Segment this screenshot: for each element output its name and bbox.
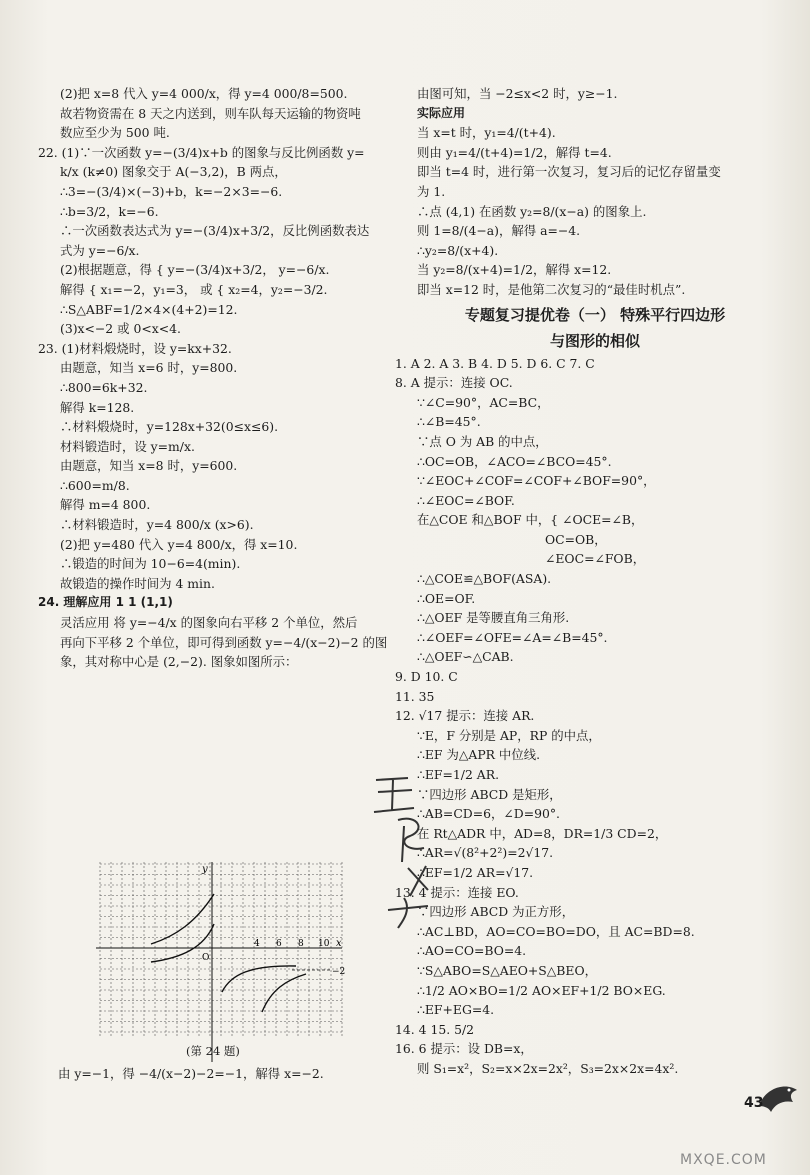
section-title: 专题复习提优卷（一） 特殊平行四边形 [464,305,726,324]
text-line: ∴AO=CO=BO=4. [417,943,527,959]
text-line: 16. 6 提示：设 DB=x， [395,1041,533,1057]
text-line: 象，其对称中心是 (2,−2). 图象如图所示： [60,654,298,670]
origin-label: O [202,953,210,963]
text-line: ∵点 O 为 AB 的中点， [417,433,548,449]
text-line: 故若物资需在 8 天之内送到，则车队每天运输的物资吨 [60,105,361,121]
text-line: 由图可知，当 −2≤x<2 时，y≥−1. [417,86,618,101]
text-line: ∵∠EOC+∠COF=∠COF+∠BOF=90°， [417,473,656,489]
text-line: 23. (1)材料煅烧时，设 y=kx+32. [38,340,232,356]
watermark-text: MXQE.COM [680,1152,767,1168]
text-line: k/x (k≠0) 图象交于 A(−3,2)，B 两点， [60,164,287,180]
text-line: ∴OC=OB，∠ACO=∠BCO=45°. [417,453,612,469]
text-line: 22. (1)∵一次函数 y=−(3/4)x+b 的图象与反比例函数 y= [38,144,365,160]
text-line: ∴1/2 AO×BO=1/2 AO×EF+1/2 BO×EG. [417,982,666,998]
text-line: ∴EF=1/2 AR. [417,767,500,782]
x-label: x [336,938,342,949]
text-line: ∴b=3/2，k=−6. [60,203,159,219]
text-line: 再向下平移 2 个单位，即可得到函数 y=−4/(x−2)−2 的图 [60,634,388,650]
tick-minus-2: −2 [332,967,346,977]
text-line: (3)x<−2 或 0<x<4. [60,321,181,337]
tick-4: 4 [254,939,260,949]
text-line: 即当 x=12 时，是他第二次复习的“最佳时机点”. [417,281,686,297]
text-line: ∴∠EOC=∠BOF. [417,492,515,508]
text-line: ∴800=6k+32. [60,379,148,395]
text-line: (2)把 x=8 代入 y=4 000/x，得 y=4 000/8=500. [60,86,348,101]
text-line: 材料锻造时，设 y=m/x. [60,438,195,454]
text-line: ∴S△ABF=1/2×4×(4+2)=12. [60,301,238,317]
text-line: 8. A 提示：连接 OC. [395,375,513,391]
text-line: 式为 y=−6/x. [60,242,140,258]
text-line: ∴∠B=45°. [417,414,481,430]
text-line: 11. 35 [395,688,435,704]
text-line: ∵S△ABO=S△AEO+S△BEO， [417,962,597,978]
text-line: ∴锻造的时间为 10−6=4(min). [60,556,241,572]
text-line: ∴AR=√(8²+2²)=2√17. [417,845,554,861]
grid [100,862,342,1038]
text-line: 解得 k=128. [60,399,135,415]
text-line: ∴材料煅烧时，y=128x+32(0≤x≤6). [60,419,279,435]
text-line: ∴EF 为△APR 中位线. [417,747,541,763]
text-line: ∴点 (4,1) 在函数 y₂=8/(x−a) 的图象上. [417,203,647,219]
text-line: 实际应用 [417,105,466,120]
figure-caption: (第 24 题) [186,1044,240,1058]
page-number: 43 [744,1095,764,1111]
text-line: ∴AC⊥BD，AO=CO=BO=DO，且 AC=BD=8. [417,923,695,939]
text-line: ∵E，F 分别是 AP，RP 的中点， [417,727,601,743]
text-line: 则 1=8/(4−a)，解得 a=−4. [417,223,581,239]
text-line: ∴∠OEF=∠OFE=∠A=∠B=45°. [417,629,608,645]
text-line: ∴EF=1/2 AR=√17. [417,864,534,880]
text-line: ∵∠C=90°，AC=BC， [417,394,550,410]
text-line: 13. 4 提示：连接 EO. [395,884,519,900]
text-line: ∴600=m/8. [60,477,130,493]
y-label: y [202,864,208,875]
text-line: 解得 { x₁=−2，y₁=3， 或 { x₂=4，y₂=−3/2. [60,281,328,297]
text-line: 当 x=t 时，y₁=4/(t+4). [417,125,556,141]
text-line: 灵活应用 将 y=−4/x 的图象向右平移 2 个单位，然后 [60,615,358,631]
handwritten-scribble [368,770,478,930]
text-line: 则 S₁=x²，S₂=x×2x=2x²，S₃=2x×2x=4x². [417,1060,679,1076]
text-line: ∴3=−(3/4)×(−3)+b，k=−2×3=−6. [60,183,283,199]
text-line: 解得 m=4 800. [60,497,151,513]
text-line: 即当 t=4 时，进行第一次复习，复习后的记忆存留量变 [417,164,721,180]
text-line: ∠EOC=∠FOB， [545,551,646,567]
text-line: 9. D 10. C [395,669,458,685]
left-bottom-line: 由 y=−1，得 −4/(x−2)−2=−1，解得 x=−2. [58,1066,324,1081]
text-line: 数应至少为 500 吨. [60,125,170,141]
text-line: 12. √17 提示：连接 AR. [395,708,535,724]
section-subtitle: 与图形的相似 [549,331,640,350]
function-graph-figure [96,862,346,1062]
text-line: 为 1. [417,183,446,199]
text-line: 在△COE 和△BOF 中，{ ∠OCE=∠B， [417,512,644,528]
text-line: ∴OE=OF. [417,590,476,606]
text-line: ∴材料锻造时，y=4 800/x (x>6). [60,517,254,533]
text-line: 当 y₂=8/(x+4)=1/2，解得 x=12. [417,262,612,278]
text-line: ∴AB=CD=6，∠D=90°. [417,806,560,822]
text-line: 由题意，知当 x=6 时，y=800. [60,360,238,376]
text-line: ∴一次函数表达式为 y=−(3/4)x+3/2，反比例函数表达 [60,223,370,239]
text-line: 故锻造的操作时间为 4 min. [60,575,215,591]
text-line: OC=OB， [545,531,607,547]
text-line: 14. 4 15. 5/2 [395,1021,475,1037]
curve-upper-left [151,894,214,944]
tick-6: 6 [276,939,282,949]
text-line: ∴△OEF 是等腰直角三角形. [417,610,570,626]
tick-8: 8 [298,939,304,949]
left-column [38,84,394,672]
curve-lower-right [222,966,296,992]
text-line: ∵四边形 ABCD 为正方形， [417,904,575,920]
text-line: ∴y₂=8/(x+4). [417,242,499,258]
tick-10: 10 [318,939,330,949]
text-line: 在 Rt△ADR 中，AD=8，DR=1/3 CD=2， [417,825,668,841]
text-line: ∴△COE≌△BOF(ASA). [417,571,552,587]
text-line: ∴△OEF∽△CAB. [417,649,514,665]
text-line: 则由 y₁=4/(t+4)=1/2，解得 t=4. [417,144,612,160]
text-line: ∵四边形 ABCD 是矩形， [417,786,562,802]
text-line: (2)根据题意，得 { y=−(3/4)x+3/2， y=−6/x. [60,262,330,278]
text-line: 1. A 2. A 3. B 4. D 5. D 6. C 7. C [395,355,595,371]
text-line: 24. 理解应用 1 1 (1,1) [38,595,173,610]
text-line: ∴EF+EG=4. [417,1002,495,1018]
text-line: (2)把 y=480 代入 y=4 800/x，得 x=10. [60,536,298,552]
text-line: 由题意，知当 x=8 时，y=600. [60,458,238,474]
